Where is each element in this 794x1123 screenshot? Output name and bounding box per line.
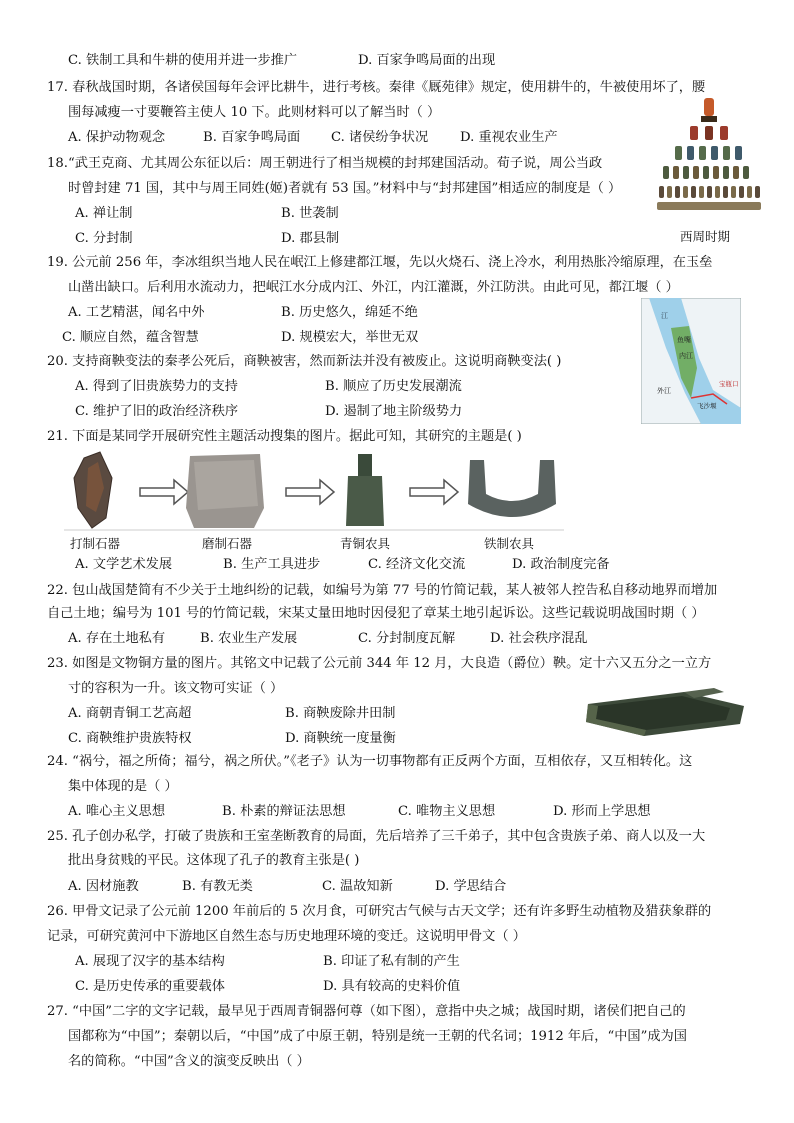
q25-option-a: A. 因材施教: [68, 879, 139, 894]
q23-option-d: D. 商鞅统一度量衡: [285, 731, 396, 746]
q25-stem-line-2: 批出身贫贱的平民。这体现了孔子的教育主张是( ): [68, 853, 360, 868]
q22-option-a: A. 存在土地私有: [68, 631, 166, 646]
q27-stem-line-1: 27. “中国”二字的文字记载，最早见于西周青铜器何尊（如下图），意指中央之城；战国时期，诸侯们把自己的: [47, 1004, 686, 1019]
q26-option-b: B. 印证了私有制的产生: [323, 954, 460, 969]
q17-option-b: B. 百家争鸣局面: [203, 130, 301, 145]
arrow-icon: [140, 480, 188, 504]
q24-option-b: B. 朴素的辩证法思想: [222, 804, 346, 819]
q17-stem-line-2: 围每减瘦一寸要鞭笞主使人 10 下。此则材料可以了解当时（ ）: [68, 105, 441, 120]
q16-option-c: C. 铁制工具和牛耕的使用并进一步推广: [68, 53, 298, 68]
q24-option-d: D. 形而上学思想: [553, 804, 651, 819]
map-label-waijiang: 外江: [657, 387, 671, 395]
q19-option-d: D. 规模宏大，举世无双: [281, 330, 419, 345]
q26-option-a: A. 展现了汉字的基本结构: [75, 954, 225, 969]
iron-tool: [468, 460, 556, 517]
q22-stem-line-2: 自己土地；编号为 101 号的竹简记载，宋某丈量田地时因侵犯了章某土地引起诉讼。这些记载说明战国时期（ ）: [47, 606, 705, 621]
q26-option-d: D. 具有较高的史料价值: [323, 979, 461, 994]
q18-stem-line-2: 时曾封建 71 国，其中与周王同姓(姬)者就有 53 国。”材料中与“封邦建国”相适应的制度是（ ）: [68, 181, 622, 196]
q22-option-c: C. 分封制度瓦解: [358, 631, 456, 646]
caption-chipped-stone: 打制石器: [70, 536, 121, 551]
q19-option-a: A. 工艺精湛，闻名中外: [68, 305, 205, 320]
q20-stem-line-1: 20. 支持商鞅变法的秦孝公死后，商鞅被害，然而新法并没有被废止。这说明商鞅变法( ): [47, 354, 562, 369]
caption-polished-stone: 磨制石器: [202, 536, 253, 551]
q23-stem-line-1: 23. 如图是文物铜方量的图片。其铭文中记载了公元前 344 年 12 月，大良造（爵位）鞅。定十六又五分之一立方: [47, 656, 712, 671]
q24-stem-line-1: 24. “祸兮，福之所倚；福兮，祸之所伏。”《老子》认为一切事物都有正反两个方面，互相依存，又互相转化。这: [47, 754, 693, 769]
q25-stem-line-1: 25. 孔子创办私学，打破了贵族和王室垄断教育的局面，先后培养了三千弟子，其中包含贵族子弟、商人以及一大: [47, 829, 706, 844]
q26-stem-line-2: 记录，可研究黄河中下游地区自然生态与历史地理环境的变迁。这说明甲骨文（ ）: [47, 929, 526, 944]
q23-option-c: C. 商鞅维护贵族特权: [68, 731, 192, 746]
q19-option-c: C. 顺应自然，蕴含智慧: [62, 330, 199, 345]
q18-option-a: A. 禅让制: [75, 206, 133, 221]
map-label-river: 江: [661, 312, 668, 320]
q23-option-a: A. 商朝青铜工艺高超: [68, 706, 192, 721]
q24-option-a: A. 唯心主义思想: [68, 804, 166, 819]
q27-stem-line-3: 名的简称。“中国”含义的演变反映出（ ）: [68, 1054, 310, 1069]
arrow-icon: [410, 480, 458, 504]
arrow-icon: [286, 480, 334, 504]
q20-option-b: B. 顺应了历史发展潮流: [325, 379, 462, 394]
q19-stem-line-2: 山凿出缺口。后利用水流动力，把岷江水分成内江、外江，内江灌溉，外江防洪。由此可见，都江堰（ ）: [68, 280, 679, 295]
q26-option-c: C. 是历史传承的重要载体: [75, 979, 225, 994]
q23-stem-line-2: 寸的容积为一升。该文物可实证（ ）: [68, 681, 284, 696]
map-label-feishayan: 飞沙堰: [697, 402, 717, 410]
q25-option-c: C. 温故知新: [322, 879, 393, 894]
q24-stem-line-2: 集中体现的是（ ）: [68, 779, 178, 794]
q19-stem-line-1: 19. 公元前 256 年，李冰组织当地人民在岷江上修建都江堰，先以火烧石、浇上冷水，利用热胀冷缩原理，在玉垒: [47, 255, 713, 270]
q21-option-d: D. 政治制度完备: [512, 557, 610, 572]
q17-stem-line-1: 17. 春秋战国时期，各诸侯国每年会评比耕牛，进行考核。秦律《厩苑律》规定，使用耕牛的，牛被使用坏了，腰: [47, 80, 706, 95]
q18-option-d: D. 郡县制: [281, 231, 340, 246]
q18-option-b: B. 世袭制: [281, 206, 339, 221]
q18-option-c: C. 分封制: [75, 231, 133, 246]
q27-stem-line-2: 国都称为“中国”；秦朝以后，“中国”成了中原王朝，特别是统一王朝的代名词；1912 年后，“中国”成为国: [68, 1029, 687, 1044]
q20-option-d: D. 遏制了地主阶级势力: [325, 404, 463, 419]
q21-option-c: C. 经济文化交流: [368, 557, 466, 572]
q21-stem-line-1: 21. 下面是某同学开展研究性主题活动搜集的图片。据此可知，其研究的主题是( ): [47, 429, 522, 444]
q16-option-d: D. 百家争鸣局面的出现: [358, 53, 496, 68]
caption-iron-tool: 铁制农具: [484, 536, 535, 551]
q25-option-b: B. 有教无类: [182, 879, 253, 894]
q25-option-d: D. 学思结合: [435, 879, 507, 894]
q26-stem-line-1: 26. 甲骨文记录了公元前 1200 年前后的 5 次月食，可研究古气候与古天文学；还有许多野生动植物及猎获象群的: [47, 904, 712, 919]
q22-option-b: B. 农业生产发展: [200, 631, 298, 646]
dujiangyan-map-image: [641, 298, 741, 424]
q17-option-d: D. 重视农业生产: [460, 130, 558, 145]
bronze-tool: [358, 454, 372, 476]
map-label-yuzui: 鱼嘴: [677, 336, 691, 344]
q21-option-b: B. 生产工具进步: [223, 557, 321, 572]
q20-option-c: C. 维护了旧的政治经济秩序: [75, 404, 239, 419]
q21-option-a: A. 文学艺术发展: [75, 557, 173, 572]
q20-option-a: A. 得到了旧贵族势力的支持: [75, 379, 238, 394]
q24-option-c: C. 唯物主义思想: [398, 804, 496, 819]
q23-option-b: B. 商鞅废除井田制: [285, 706, 396, 721]
q17-option-c: C. 诸侯纷争状况: [331, 130, 429, 145]
q22-stem-line-1: 22. 包山战国楚简有不少关于土地纠纷的记载，如编号为第 77 号的竹简记载，某人被邻人控告私自移动地界而增加: [47, 583, 718, 598]
western-zhou-hierarchy-pyramid-image: [655, 96, 763, 216]
map-label-baopingkou: 宝瓶口: [719, 380, 739, 388]
q18-stem-line-1: 18.“武王克商、尤其周公东征以后：周王朝进行了相当规模的封邦建国活动。荀子说，周公当政: [47, 156, 603, 171]
map-label-neijiang: 内江: [679, 352, 693, 360]
q17-option-a: A. 保护动物观念: [68, 130, 166, 145]
tools-evolution-image-strip: [64, 448, 564, 534]
bronze-square-measure-image: [584, 688, 746, 738]
caption-bronze-tool: 青铜农具: [340, 536, 391, 551]
western-zhou-caption: 西周时期: [680, 229, 731, 244]
q19-option-b: B. 历史悠久，绵延不绝: [281, 305, 418, 320]
q22-option-d: D. 社会秩序混乱: [490, 631, 588, 646]
